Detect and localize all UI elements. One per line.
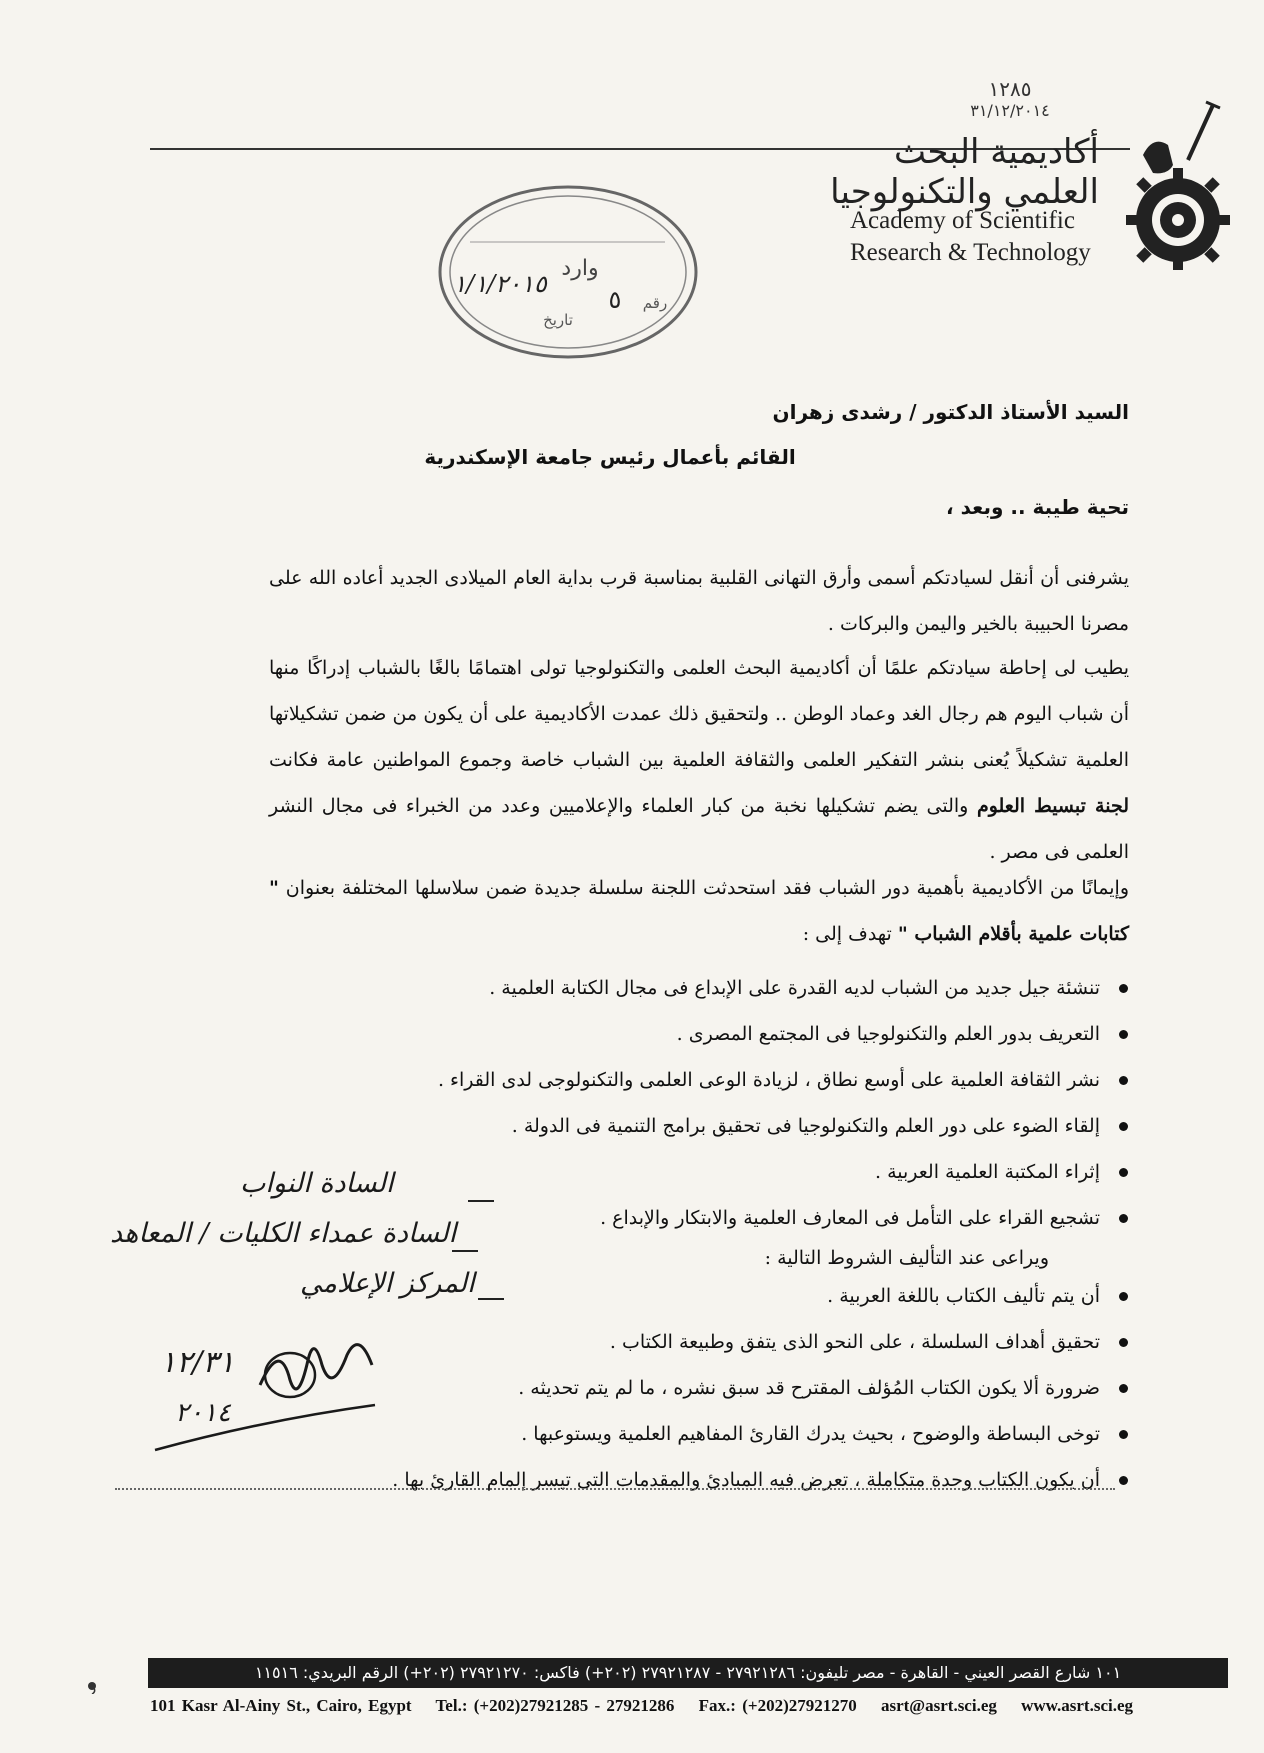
handwritten-note-date: ١٢/٣١ — [160, 1345, 235, 1380]
conditions-intro: ويراعى عند التأليف الشروط التالية : — [764, 1247, 1049, 1269]
reference-number — [930, 78, 1090, 122]
handwritten-note-year: ٢٠١٤ — [175, 1398, 231, 1428]
handwritten-signature-icon — [250, 1330, 390, 1410]
reference-date-value: ٣١/١٢/٢٠١٤ — [970, 101, 1050, 120]
greeting: تحية طيبة .. وبعد ، — [946, 495, 1129, 519]
list-item: ضرورة ألا يكون الكتاب المُؤلف المقترح قد سبق نشره ، ما لم يتم تحديثه . — [134, 1365, 1134, 1411]
list-item: أن يتم تأليف الكتاب باللغة العربية . — [134, 1273, 1134, 1319]
reference-number-value: ١٢٨٥ — [988, 77, 1032, 101]
list-item: تنشئة جيل جديد من الشباب لديه القدرة على الإبداع فى مجال الكتابة العلمية . — [134, 965, 1134, 1011]
handwritten-dash — [452, 1250, 478, 1252]
footer-email: asrt@asrt.sci.eg — [880, 1696, 997, 1715]
paragraph-new-series-part2: تهدف إلى : — [802, 923, 892, 945]
academy-name-english-line1: Academy of Scientific — [850, 207, 1075, 234]
recipient-name: السيد الأستاذ الدكتور / رشدى زهران — [772, 400, 1129, 424]
recipient-title: القائم بأعمال رئيس جامعة الإسكندرية — [424, 445, 796, 469]
footer-fax: Fax.: (+202)27921270 — [698, 1696, 857, 1715]
goals-list — [134, 965, 1134, 1241]
paragraph-new-series — [269, 865, 1129, 957]
academy-name-arabic-line2: العلمي والتكنولوجيا — [830, 172, 1099, 212]
divider — [115, 1488, 1115, 1490]
handwritten-note-media-center: المركز الإعلامي — [300, 1268, 475, 1299]
footer-telephone: Tel.: (+202)27921285 - 27921286 — [435, 1696, 675, 1715]
handwritten-note-deans: السادة عمداء الكليات / المعاهد — [110, 1218, 457, 1249]
handwritten-note-deputies: السادة النواب — [240, 1168, 394, 1199]
list-item: إثراء المكتبة العلمية العربية . — [134, 1149, 1134, 1195]
academy-name-english — [850, 205, 1120, 269]
footer-contact-english — [150, 1696, 1230, 1716]
footer-address: 101 Kasr Al-Ainy St., Cairo, Egypt — [150, 1696, 412, 1715]
academy-name-arabic-line1: أكاديمية البحث — [894, 132, 1099, 172]
incoming-stamp — [430, 180, 700, 365]
stamp-number-label: رقم — [642, 294, 668, 312]
stamp-number-value: ٥ — [608, 286, 622, 314]
list-item: تشجيع القراء على التأمل فى المعارف العلمية والابتكار والإبداع . — [134, 1195, 1134, 1241]
gear-microscope-logo-icon — [1118, 100, 1248, 270]
handwritten-underline-icon — [150, 1400, 380, 1460]
academy-name-arabic — [779, 132, 1099, 212]
handwritten-dash — [468, 1200, 494, 1202]
paragraph-academy-youth-part2: والتى يضم تشكيلها نخبة من كبار العلماء والإعلاميين وعدد من الخبراء فى مجال النشر العلمى فى مصر . — [269, 795, 1129, 863]
paragraph-new-series-part1: وإيمانًا من الأكاديمية بأهمية دور الشباب فقد استحدثت اللجنة سلسلة جديدة ضمن سلاسلها المختلفة بعنوان — [285, 877, 1129, 899]
list-item: إلقاء الضوء على دور العلم والتكنولوجيا فى تحقيق برامج التنمية فى الدولة . — [134, 1103, 1134, 1149]
list-item: تحقيق أهداف السلسلة ، على النحو الذى يتفق وطبيعة الكتاب . — [134, 1319, 1134, 1365]
stamp-incoming-label: وارد — [561, 256, 599, 281]
footer-website: www.asrt.sci.eg — [1021, 1696, 1134, 1715]
paragraph-academy-youth-part1: يطيب لى إحاطة سيادتكم علمًا أن أكاديمية البحث العلمى والتكنولوجيا تولى اهتمامًا بالغًا بالشباب إدراكًا منها أن شباب اليوم هم رجال الغد وعماد الوطن .. ولتحقيق ذلك عمدت الأكاديمية على أن يكون من ضمن تشكيلاتها العلمية تشكيلاً يُعنى بنشر التفكير العلمى والثقافة العلمية بين الشباب خاصة وجموع المواطنين عامة فكانت — [269, 657, 1129, 771]
academy-name-english-line2: Research & Technology — [850, 239, 1091, 266]
paragraph-congratulations: يشرفنى أن أنقل لسيادتكم أسمى وأرق التهانى القلبية بمناسبة قرب بداية العام الميلادى الجديد أعاده الله على مصرنا الحبيبة بالخير واليمن والبركات . — [269, 567, 1129, 635]
paragraph-academy-youth — [269, 645, 1129, 875]
list-item: توخى البساطة والوضوح ، بحيث يدرك القارئ المفاهيم العلمية ويستوعبها . — [134, 1411, 1134, 1457]
list-item: أن يكون الكتاب وحدة متكاملة ، تعرض فيه المبادئ والمقدمات التى تيسر إلمام القارئ بها . — [370, 1457, 1134, 1503]
page-mark-icon — [86, 1680, 98, 1694]
footer-address-arabic: ١٠١ شارع القصر العيني - القاهرة - مصر تليفون: ٢٧٩٢١٢٨٦ - ٢٧٩٢١٢٨٧ (٢٠٢+) فاكس: ٢٧٩٢١٢٧٠ (٢٠٢+) الرقم البريدي: ١١٥١٦ — [148, 1658, 1228, 1688]
stamp-date-label: تاريخ — [543, 311, 573, 329]
list-item: نشر الثقافة العلمية على أوسع نطاق ، لزيادة الوعى العلمى والتكنولوجى لدى القراء . — [134, 1057, 1134, 1103]
handwritten-dash — [478, 1298, 504, 1300]
series-title: " كتابات علمية بأقلام الشباب " — [269, 877, 1129, 945]
committee-name: لجنة تبسيط العلوم — [976, 795, 1130, 817]
stamp-date-value: ١/١/٢٠١٥ — [453, 270, 547, 298]
list-item: التعريف بدور العلم والتكنولوجيا فى المجتمع المصرى . — [134, 1011, 1134, 1057]
